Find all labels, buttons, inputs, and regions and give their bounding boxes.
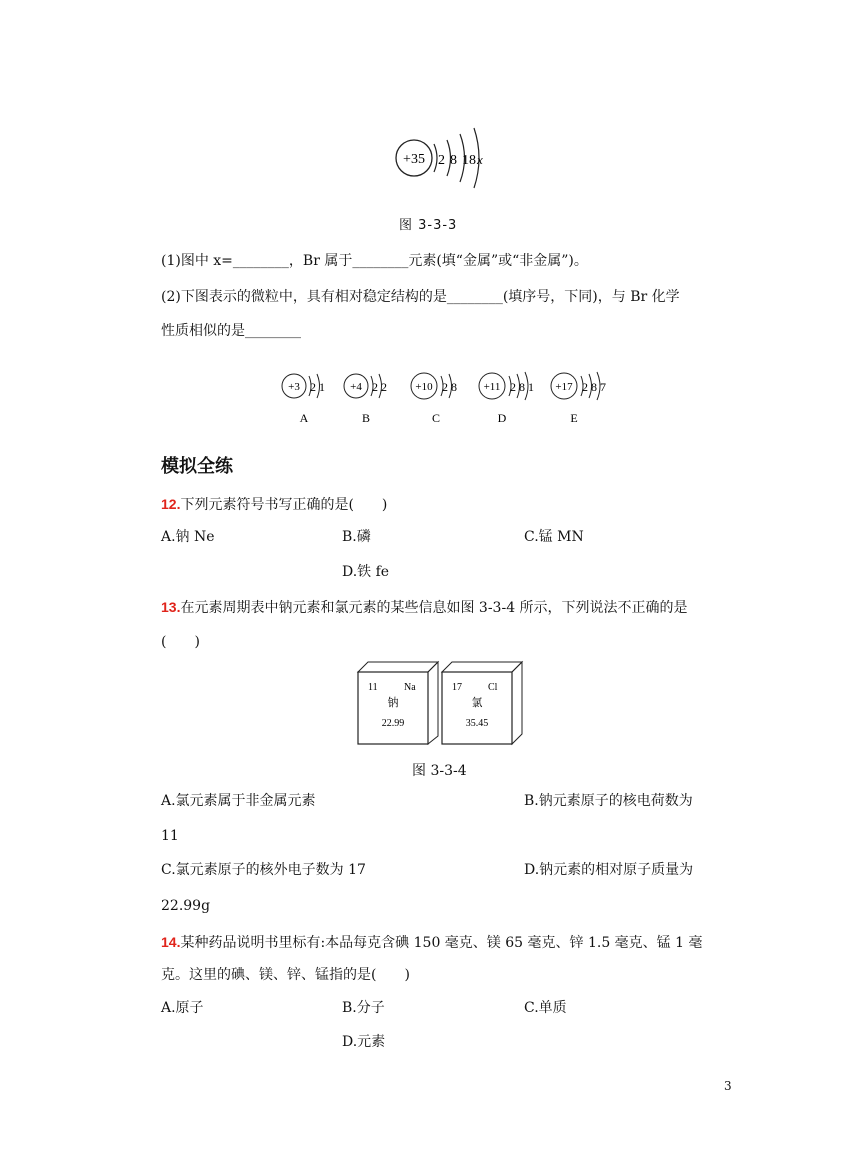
figure-3-3-3-atom-diagram (380, 118, 500, 198)
svg-text:C: C (431, 411, 441, 425)
question-part-2-line-1: (2)下图表示的微粒中，具有相对稳定结构的是________(填序号，下同)，与 Br 化学 (161, 289, 680, 305)
svg-text:11: 11 (368, 682, 378, 693)
q14-option-d: D.元素 (342, 1034, 386, 1050)
figure-caption-3-3-3: 图 3-3-3 (399, 218, 458, 233)
sodium-box (358, 662, 438, 744)
q14-option-b: B.分子 (342, 1000, 385, 1016)
particle-diagrams (270, 366, 620, 430)
figure-caption-3-3-4: 图 3-3-4 (412, 763, 467, 779)
particle-b (344, 374, 387, 425)
q13-option-d-cont: 22.99g (161, 898, 211, 914)
question-text: 在元素周期表中钠元素和氯元素的某些信息如图 3-3-4 所示，下列说法不正确的是 (180, 600, 688, 616)
particle-d (479, 372, 534, 425)
figure-3-3-4-periodic-boxes (354, 658, 526, 748)
q12-option-c: C.锰 MN (524, 529, 584, 545)
nucleus-charge: +35 (403, 152, 425, 167)
q14-option-c: C.单质 (524, 1000, 567, 1016)
svg-text:D: D (497, 411, 507, 425)
section-title: 模拟全练 (161, 456, 233, 477)
svg-text:2 8 7: 2 8 7 (582, 380, 606, 394)
svg-text:22.99: 22.99 (381, 718, 405, 729)
svg-text:+11: +11 (483, 381, 501, 393)
q13-option-b: B.钠元素原子的核电荷数为 (524, 793, 693, 809)
q13-option-a: A.氯元素属于非金属元素 (161, 793, 316, 809)
question-text: 下列元素符号书写正确的是( ) (180, 497, 388, 513)
question-13 (161, 597, 688, 618)
question-number: 14. (161, 934, 181, 950)
particle-e (551, 372, 606, 425)
question-number: 13. (161, 599, 181, 615)
question-part-2-line-2: 性质相似的是________ (161, 323, 301, 339)
svg-text:35.45: 35.45 (465, 718, 489, 729)
q13-option-d: D.钠元素的相对原子质量为 (524, 862, 694, 878)
svg-text:钠: 钠 (387, 697, 399, 709)
svg-text:E: E (570, 411, 578, 425)
q12-option-d: D.铁 fe (342, 564, 390, 580)
q12-option-a: A.钠 Ne (161, 529, 215, 545)
page-number: 3 (724, 1079, 732, 1093)
svg-text:2 2: 2 2 (372, 380, 387, 394)
shell-2: 8 (450, 153, 457, 168)
question-part-1: (1)图中 x=________，Br 属于________元素(填“金属”或“非金属”)。 (161, 253, 588, 269)
q12-option-b: B.磷 (342, 529, 371, 545)
chlorine-box (442, 662, 522, 744)
svg-text:2 8 1: 2 8 1 (510, 380, 534, 394)
shell-3: 18 (462, 153, 476, 168)
svg-text:+17: +17 (555, 381, 573, 393)
question-14-line-2: 克。这里的碘、镁、锌、锰指的是( ) (161, 967, 410, 983)
q13-option-c: C.氯元素原子的核外电子数为 17 (161, 862, 366, 878)
svg-text:B: B (361, 411, 371, 425)
svg-text:Cl: Cl (488, 682, 498, 693)
question-14 (161, 932, 703, 953)
svg-text:2 8: 2 8 (442, 380, 457, 394)
svg-text:2 1: 2 1 (310, 380, 325, 394)
question-13-paren: ( ) (161, 634, 200, 650)
svg-text:17: 17 (452, 682, 462, 693)
svg-text:+4: +4 (350, 381, 362, 393)
shell-1: 2 (438, 153, 445, 168)
question-text: 某种药品说明书里标有:本品每克含碘 150 毫克、镁 65 毫克、锌 1.5 毫克、锰 1 毫 (180, 935, 703, 951)
question-number: 12. (161, 496, 181, 512)
particle-c (411, 373, 457, 425)
question-12 (161, 494, 387, 515)
q13-option-b-cont: 11 (161, 828, 179, 844)
svg-text:氯: 氯 (471, 697, 483, 709)
shell-4: x (477, 152, 483, 167)
particle-a (282, 374, 325, 425)
svg-text:+10: +10 (415, 381, 433, 393)
svg-text:A: A (299, 411, 309, 425)
svg-text:Na: Na (404, 682, 416, 693)
q14-option-a: A.原子 (161, 1000, 204, 1016)
svg-text:+3: +3 (288, 381, 300, 393)
